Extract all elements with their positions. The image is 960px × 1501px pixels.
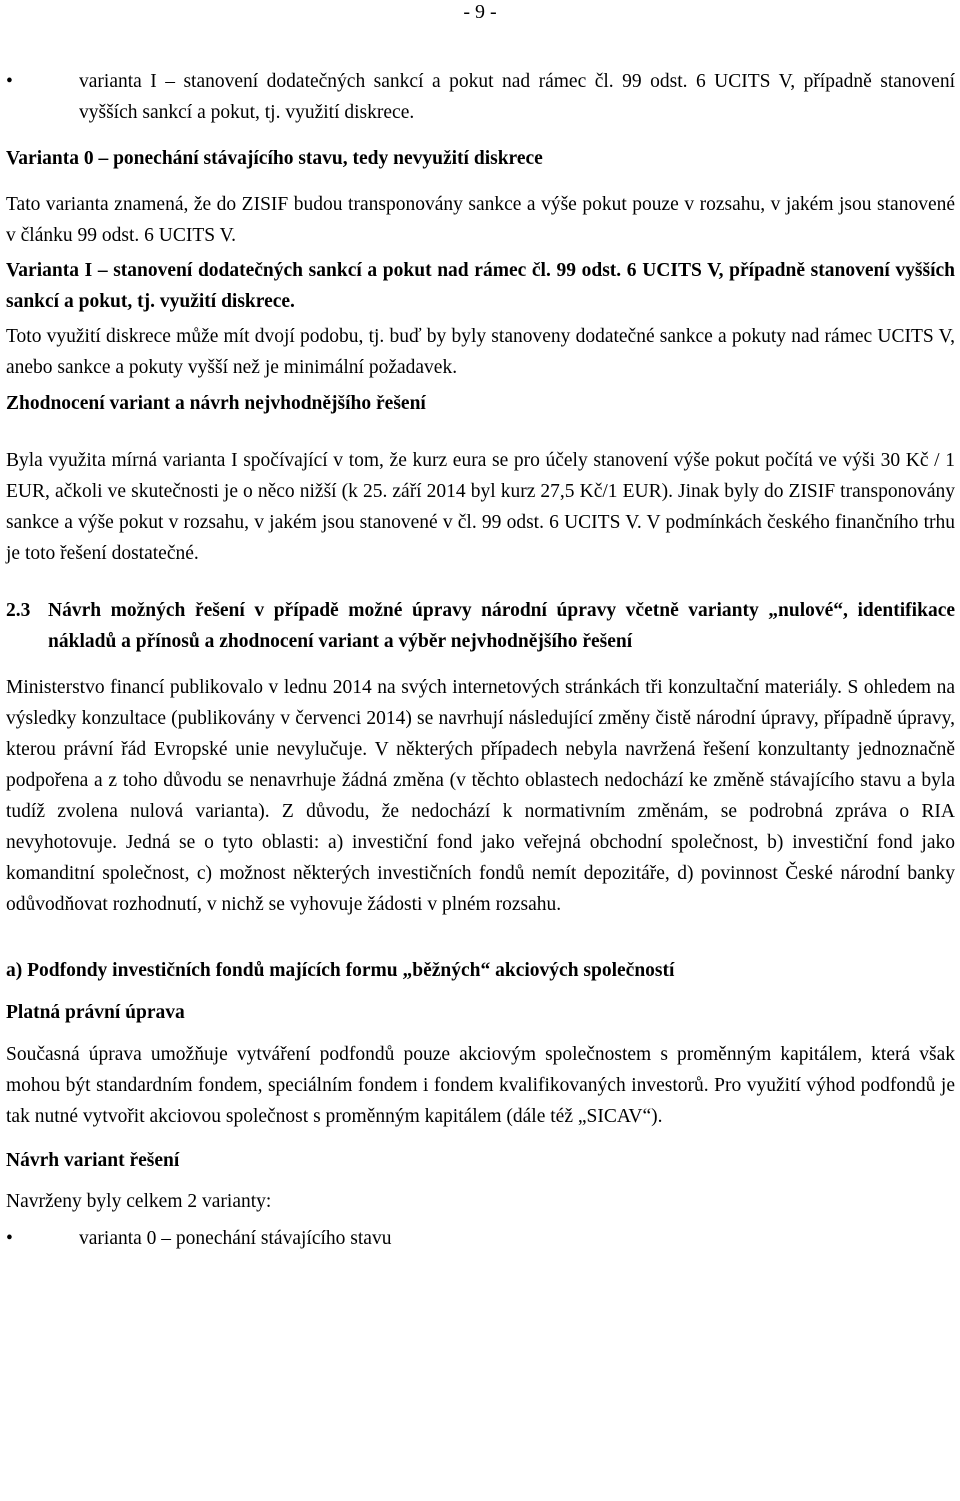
evaluation-heading: Zhodnocení variant a návrh nejvhodnějšího řešení: [6, 393, 426, 414]
evaluation-text: Byla využita mírná varianta I spočívající v tom, že kurz eura se pro účely stanovení výše pokut počítá ve výši 30 Kč / 1 EUR, ačkoli ve skutečnosti je o něco nižší (k 25. září 2014 byl kurz 27,5 Kč/1 EUR). Jinak byly do ZISIF transponovány sankce a výše pokut v rozsahu, v jakém jsou stanovené v čl. 99 odst. 6 UCITS V. V podmínkách českého finančního trhu je toto řešení dostatečné.: [6, 450, 955, 564]
bullet-item-variant-0: [6, 1223, 955, 1254]
section-title: Návrh možných řešení v případě možné úpravy národní úpravy včetně varianty „nulové“, identifikace nákladů a přínosů a zhodnocení variant a výběr nejvhodnějšího řešení: [48, 600, 955, 652]
bullet-item-variant-1: [6, 66, 955, 128]
section-2-3-heading: [6, 595, 955, 657]
document-body: [6, 66, 955, 1254]
bullet-text: varianta 0 – ponechání stávajícího stavu: [79, 1228, 392, 1249]
current-law-text: Současná úprava umožňuje vytváření podfondů pouze akciovým společnostem s proměnným kapitálem, která však mohou být standardním fondem, speciálním fondem i fondem kvalifikovaných investorů. Pro využití výhod podfondů je tak nutné vytvořit akciovou společnost s proměnným kapitálem (dále též „SICAV“).: [6, 1044, 955, 1127]
variants-heading: Návrh variant řešení: [6, 1150, 180, 1171]
bullet-text: varianta I – stanovení dodatečných sankcí a pokut nad rámec čl. 99 odst. 6 UCITS V, případně stanovení vyšších sankcí a pokut, tj. využití diskrece.: [79, 71, 955, 123]
variants-intro: Navrženy byly celkem 2 varianty:: [6, 1191, 272, 1212]
bullet-icon: •: [6, 71, 13, 92]
variant-1-text: Toto využití diskrece může mít dvojí podobu, tj. buď by byly stanoveny dodatečné sankce a pokuty nad rámec UCITS V, anebo sankce a pokuty vyšší než je minimální požadavek.: [6, 326, 955, 378]
variant-0-heading: Varianta 0 – ponechání stávajícího stavu, tedy nevyužití diskrece: [6, 148, 543, 169]
page-number: - 9 -: [463, 1, 497, 23]
current-law-heading: Platná právní úprava: [6, 1002, 185, 1023]
bullet-icon: •: [6, 1228, 13, 1249]
section-number: 2.3: [6, 600, 31, 621]
ministry-consultation-text: Ministerstvo financí publikovalo v lednu 2014 na svých internetových stránkách tři konzultační materiály. S ohledem na výsledky konzultace (publikovány v červenci 2014) se navrhují následující změny čistě národní úpravy, případně úpravy, kterou právní řád Evropské unie nevylučuje. V některých případech nebyla navržená řešení konzultanty jednoznačně podpořena a z toho důvodu se nenavrhuje žádná změna (v těchto oblastech nedochází ke změně stávajícího stavu a byla tudíž zvolena nulová varianta). Z důvodu, že nedochází k normativním změnám, se podrobná zpráva o RIA nevyhotovuje. Jedná se o tyto oblasti: a) investiční fond jako veřejná obchodní společnost, b) investiční fond jako komanditní společnost, c) možnost některých investičních fondů nemít depozitáře, d) povinnost České národní banky odůvodňovat rozhodnutí, v nichž se vyhovuje žádosti v plném rozsahu.: [6, 677, 955, 915]
variant-0-text: Tato varianta znamená, že do ZISIF budou transponovány sankce a výše pokut pouze v rozsahu, v jakém jsou stanovené v článku 99 odst. 6 UCITS V.: [6, 194, 955, 246]
variant-1-heading: Varianta I – stanovení dodatečných sankcí a pokut nad rámec čl. 99 odst. 6 UCITS V, případně stanovení vyšších sankcí a pokut, tj. využití diskrece.: [6, 260, 955, 312]
subsection-a-heading: a) Podfondy investičních fondů majících formu „běžných“ akciových společností: [6, 960, 675, 981]
